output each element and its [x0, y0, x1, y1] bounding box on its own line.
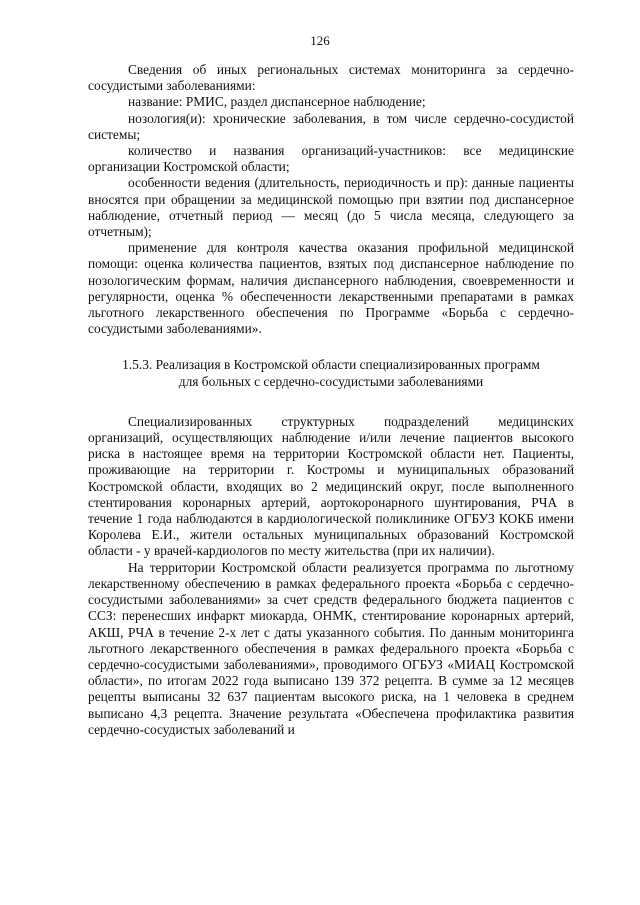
list-item: количество и названия организаций-участников: все медицинские организации Костромской области;	[88, 143, 574, 175]
heading-line: 1.5.3. Реализация в Костромской области специализированных программ	[122, 357, 540, 373]
list-item: особенности ведения (длительность, периодичность и пр): данные пациенты вносятся при обращении за медицинской помощью при взятии под диспансерное наблюдение, отчетный период — месяц (до 5 числа месяца, следующего за отчетным);	[88, 175, 574, 240]
heading-line: для больных с сердечно-сосудистыми заболеваниями	[178, 373, 484, 389]
monitoring-systems-section	[88, 62, 574, 337]
list-item: название: РМИС, раздел диспансерное наблюдение;	[128, 94, 426, 110]
list-item: применение для контроля качества оказания профильной медицинской помощи: оценка количества пациентов, взятых под диспансерное наблюдение по нозологическим формам, наличия диспансерного наблюдения, своевременности и регулярности, оценка % обеспеченности лекарственными препаратами в рамках льготного лекарственного обеспечения по Программе «Борьба с сердечно-сосудистыми заболеваниями».	[88, 240, 574, 337]
document-body	[88, 62, 574, 738]
section-heading	[88, 357, 574, 389]
section-intro: Сведения об иных региональных системах мониторинга за сердечно-сосудистыми заболеваниями:	[88, 62, 574, 94]
body-paragraph: На территории Костромской области реализуется программа по льготному лекарственному обеспечению в рамках федерального проекта «Борьба с сердечно-сосудистыми заболеваниями» за счет средств федерального бюджета пациентов с ССЗ: перенесших инфаркт миокарда, ОНМК, стентирование коронарных артерий, АКШ, РЧА в течение 2-х лет с даты указанного события. По данным мониторинга льготного лекарственного обеспечения в рамках федерального проекта «Борьба с сердечно-сосудистыми заболеваниями», проводимого ОГБУЗ «МИАЦ Костромской области», по итогам 2022 года выписано 139 372 рецепта. В сумме за 12 месяцев рецепты выписаны 32 637 пациентам высокого риска, на 1 человека в среднем выписано 4,3 рецепта. Значение результата «Обеспечена профилактика развития сердечно-сосудистых заболеваний и	[88, 559, 574, 737]
page-number: 126	[310, 33, 330, 48]
list-item: нозология(и): хронические заболевания, в том числе сердечно-сосудистой системы;	[88, 110, 574, 142]
body-paragraph: Специализированных структурных подразделений медицинских организаций, осуществляющих наблюдение и/или лечение пациентов высокого риска в настоящее время на территории Костромской области нет. Пациенты, проживающие на территории г. Костромы и муниципальных образований Костромской области, входящих во 2 медицинский округ, после выполненного стентирования коронарных артерий, аортокоронарного шунтирования, РЧА в течение 1 года наблюдаются в кардиологической поликлинике ОГБУЗ КОКБ имени Королева Е.И., жители остальных муниципальных образований Костромской области - у врачей-кардиологов по месту жительства (при их наличии).	[88, 413, 574, 559]
